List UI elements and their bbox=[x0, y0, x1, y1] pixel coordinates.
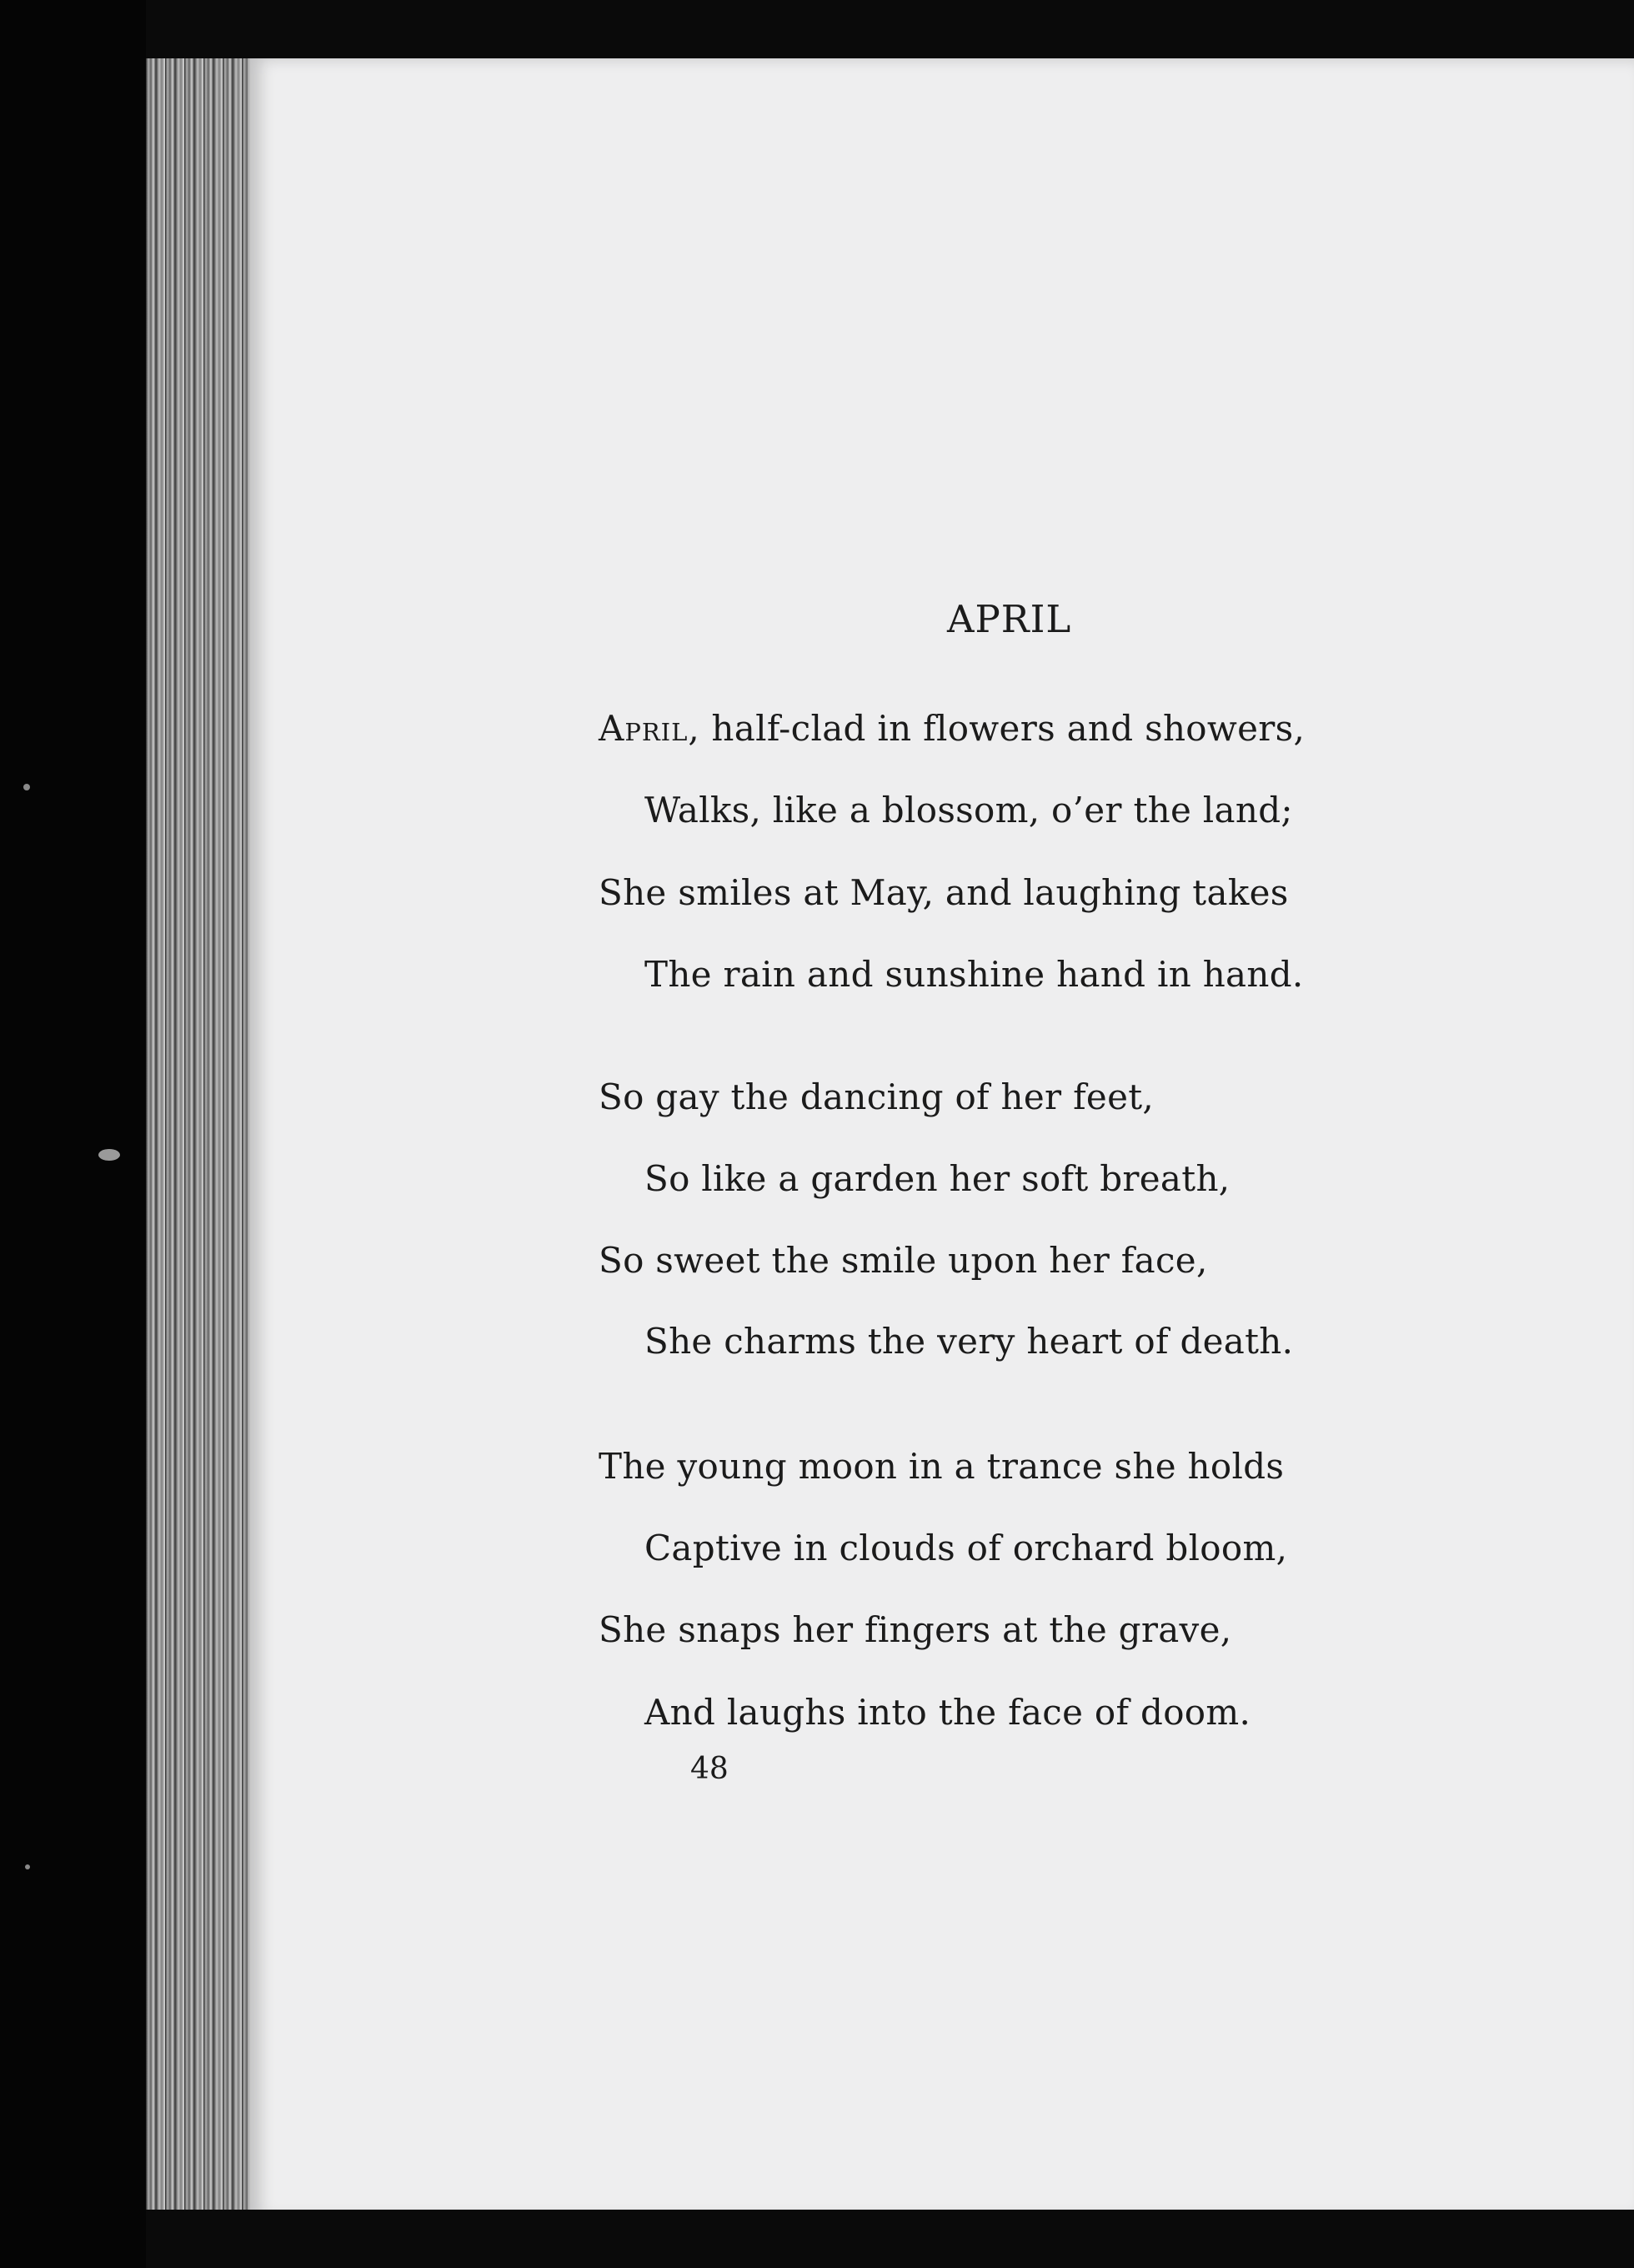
poem-line: She snaps her fingers at the grave, bbox=[599, 1609, 1232, 1650]
poem-line: So gay the dancing of her feet, bbox=[599, 1076, 1155, 1117]
poem-lead-word: April, bbox=[599, 708, 700, 749]
poem-line: And laughs into the face of doom. bbox=[644, 1692, 1251, 1733]
poem-line: The rain and sunshine hand in hand. bbox=[644, 954, 1304, 995]
poem-line: Captive in clouds of orchard bloom, bbox=[644, 1528, 1288, 1568]
scan-speck bbox=[25, 1864, 30, 1869]
poem-line: Walks, like a blossom, o’er the land; bbox=[644, 790, 1293, 830]
book-page bbox=[250, 58, 1634, 2218]
page-number: 48 bbox=[690, 1752, 729, 1786]
scan-bottom-border bbox=[146, 2210, 1634, 2268]
poem-line: So sweet the smile upon her face, bbox=[599, 1240, 1208, 1281]
scan-speck bbox=[23, 784, 30, 790]
poem-title: APRIL bbox=[947, 597, 1072, 641]
scan-speck bbox=[98, 1149, 120, 1161]
poem-line: So like a garden her soft breath, bbox=[644, 1158, 1231, 1199]
scan-top-border bbox=[146, 0, 1634, 60]
poem-line: The young moon in a trance she holds bbox=[599, 1446, 1285, 1487]
poem-line: She charms the very heart of death. bbox=[644, 1321, 1294, 1362]
poem-line-text: half-clad in flowers and showers, bbox=[699, 708, 1306, 749]
poem-line: She smiles at May, and laughing takes bbox=[599, 872, 1289, 913]
page-edges-binding bbox=[146, 58, 263, 2218]
poem-line bbox=[599, 708, 1306, 749]
